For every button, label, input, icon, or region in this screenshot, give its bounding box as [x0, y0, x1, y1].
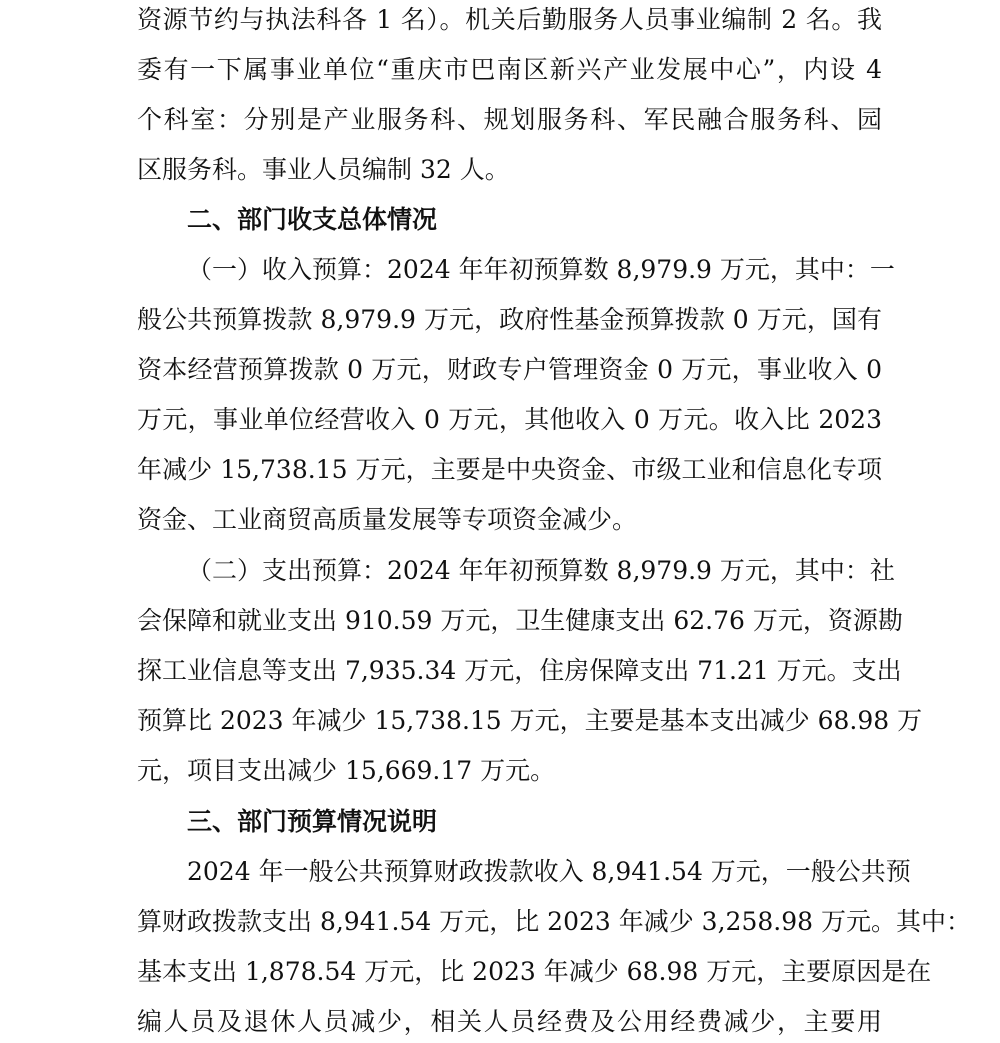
- paragraph-line: 区服务科。事业人员编制 32 人。: [137, 155, 510, 184]
- expenditure-text: 2024 年年初预算数 8,979.9 万元，其中：社: [387, 556, 895, 585]
- paragraph-line: 资源节约与执法科各 1 名）。机关后勤服务人员事业编制 2 名。我: [137, 5, 882, 34]
- expenditure-label: （二）支出预算：: [187, 556, 388, 585]
- expenditure-paragraph-first-line: [187, 552, 895, 590]
- paragraph-line: 2024 年一般公共预算财政拨款收入 8,941.54 万元，一般公共预: [187, 857, 911, 886]
- section-heading: 二、部门收支总体情况: [187, 205, 438, 234]
- paragraph-line: 般公共预算拨款 8,979.9 万元，政府性基金预算拨款 0 万元，国有: [137, 305, 882, 334]
- paragraph-line: 预算比 2023 年减少 15,738.15 万元，主要是基本支出减少 68.98 万: [137, 706, 923, 735]
- paragraph-line: 万元，事业单位经营收入 0 万元，其他收入 0 万元。收入比 2023: [137, 405, 882, 434]
- income-paragraph-first-line: [187, 251, 895, 289]
- paragraph-line: 编人员及退休人员减少，相关人员经费及公用经费减少，主要用: [137, 1007, 882, 1036]
- paragraph-line: 算财政拨款支出 8,941.54 万元，比 2023 年减少 3,258.98 万元。其中：: [137, 907, 971, 936]
- paragraph-line: 资金、工业商贸高质量发展等专项资金减少。: [137, 505, 638, 534]
- paragraph-line: 委有一下属事业单位“重庆市巴南区新兴产业发展中心”，内设 4: [137, 55, 882, 84]
- paragraph-line: 会保障和就业支出 910.59 万元，卫生健康支出 62.76 万元，资源勘: [137, 606, 903, 635]
- paragraph-line: 探工业信息等支出 7,935.34 万元，住房保障支出 71.21 万元。支出: [137, 656, 902, 685]
- income-label: （一）收入预算：: [187, 255, 388, 284]
- paragraph-line: 基本支出 1,878.54 万元，比 2023 年减少 68.98 万元，主要原因是在: [137, 957, 932, 986]
- paragraph-line: 年减少 15,738.15 万元，主要是中央资金、市级工业和信息化专项: [137, 455, 882, 484]
- paragraph-line: 资本经营预算拨款 0 万元，财政专户管理资金 0 万元，事业收入 0: [137, 355, 882, 384]
- section-heading: 三、部门预算情况说明: [187, 807, 438, 836]
- paragraph-line: 元，项目支出减少 15,669.17 万元。: [137, 756, 556, 785]
- paragraph-line: 个科室：分别是产业服务科、规划服务科、军民融合服务科、园: [137, 105, 882, 134]
- income-text: 2024 年年初预算数 8,979.9 万元，其中：一: [387, 255, 895, 284]
